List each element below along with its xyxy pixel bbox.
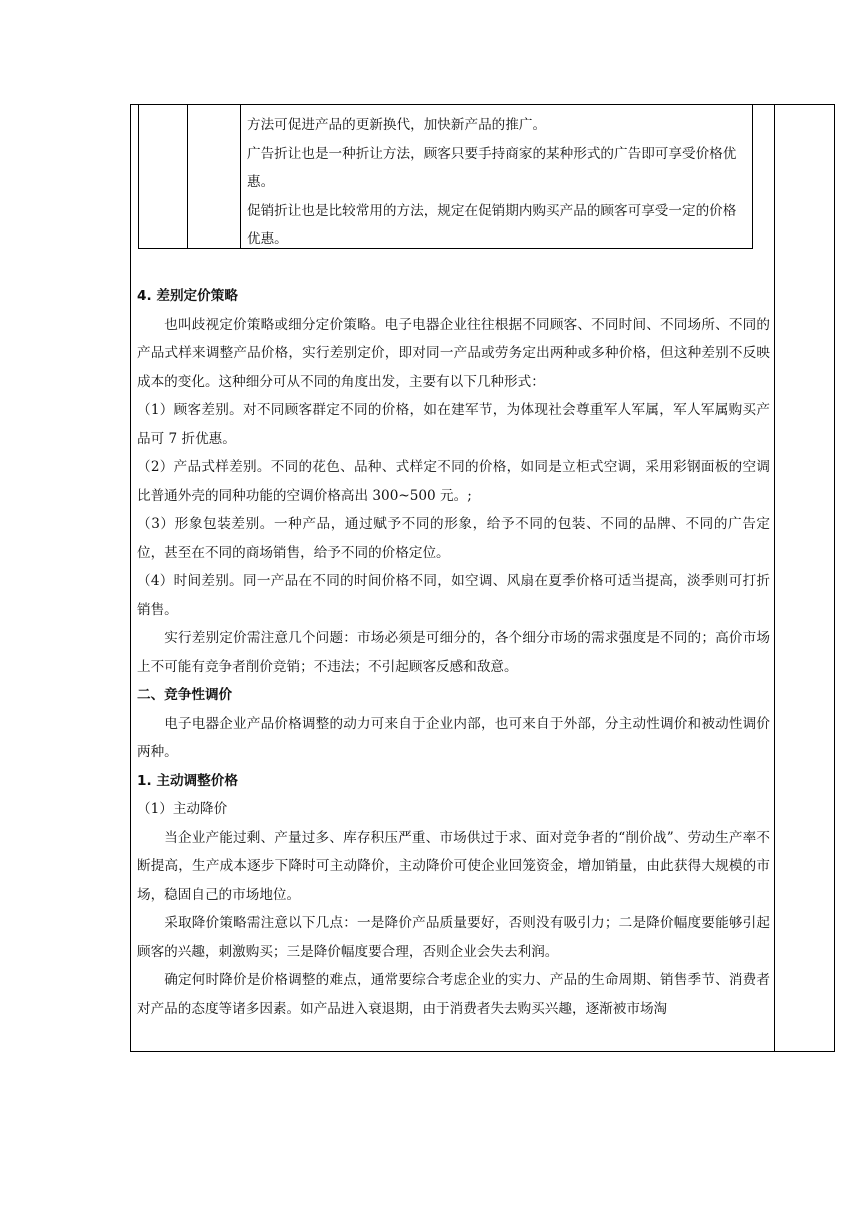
subheading-active-cut: （1）主动降价: [137, 801, 228, 817]
nested-col-divider-1: [187, 105, 188, 248]
list-item-time: （4）时间差别。同一产品在不同的时间价格不同，如空调、风扇在夏季价格可适当提高，淡季则可打折销售。: [137, 573, 770, 618]
nested-line-2: 广告折让也是一种折让方法，顾客只要手持商家的某种形式的广告即可享受价格优惠。: [247, 145, 737, 190]
nested-line-1: 方法可促进产品的更新换代，加快新产品的推广。: [247, 117, 547, 133]
paragraph-cut-3: 确定何时降价是价格调整的难点，通常要综合考虑企业的实力、产品的生命周期、销售季节、消费者对产品的态度等诸多因素。如产品进入衰退期，由于消费者失去购买兴趣，逐渐被市场淘: [137, 972, 770, 1017]
nested-table: [138, 105, 753, 249]
nested-cell-text: [247, 111, 747, 254]
nested-line-3: 促销折让也是比较常用的方法，规定在促销期内购买产品的顾客可享受一定的价格优惠。: [247, 202, 737, 247]
paragraph-competitive-intro: 电子电器企业产品价格调整的动力可来自于企业内部，也可来自于外部，分主动性调价和被动性调价两种。: [137, 715, 770, 760]
list-item-image: （3）形象包装差别。一种产品，通过赋予不同的形象，给予不同的包装、不同的品牌、不同的广告定位，甚至在不同的商场销售，给予不同的价格定位。: [137, 516, 770, 561]
paragraph-cut-1: 当企业产能过剩、产量过多、库存积压严重、市场供过于求、面对竞争者的“削价战”、劳动生产率不断提高，生产成本逐步下降时可主动降价，主动降价可使企业回笼资金，增加销量，由此获得大规模的市场，稳固自己的市场地位。: [137, 829, 770, 903]
list-item-customer: （1）顾客差别。对不同顾客群定不同的价格，如在建军节，为体现社会尊重军人军属，军人军属购买产品可 7 折优惠。: [137, 402, 770, 447]
paragraph-differential-note: 实行差别定价需注意几个问题：市场必须是可细分的，各个细分市场的需求强度是不同的；高价市场上不可能有竞争者削价竞销；不违法；不引起顾客反感和敌意。: [137, 630, 770, 675]
heading-active-adjust: 1. 主动调整价格: [137, 772, 238, 789]
list-item-style: （2）产品式样差别。不同的花色、品种、式样定不同的价格，如同是立柜式空调，采用彩钢面板的空调比普通外壳的同种功能的空调价格高出 300~500 元。;: [137, 459, 770, 504]
heading-differential-pricing: 4. 差别定价策略: [137, 288, 238, 304]
heading-competitive-adjust: 二、竞争性调价: [137, 687, 233, 703]
main-content: [137, 282, 770, 1023]
paragraph-cut-2: 采取降价策略需注意以下几点：一是降价产品质量要好，否则没有吸引力；二是降价幅度要能够引起顾客的兴趣，刺激购买；三是降价幅度要合理，否则企业会失去利润。: [137, 915, 770, 960]
right-column-divider: [774, 105, 775, 1051]
paragraph-differential-intro: 也叫歧视定价策略或细分定价策略。电子电器企业往往根据不同顾客、不同时间、不同场所、不同的产品式样来调整产品价格，实行差别定价，即对同一产品或劳务定出两种或多种价格，但这种差别不反映成本的变化。这种细分可从不同的角度出发，主要有以下几种形式：: [137, 316, 770, 390]
nested-col-divider-2: [240, 105, 241, 248]
